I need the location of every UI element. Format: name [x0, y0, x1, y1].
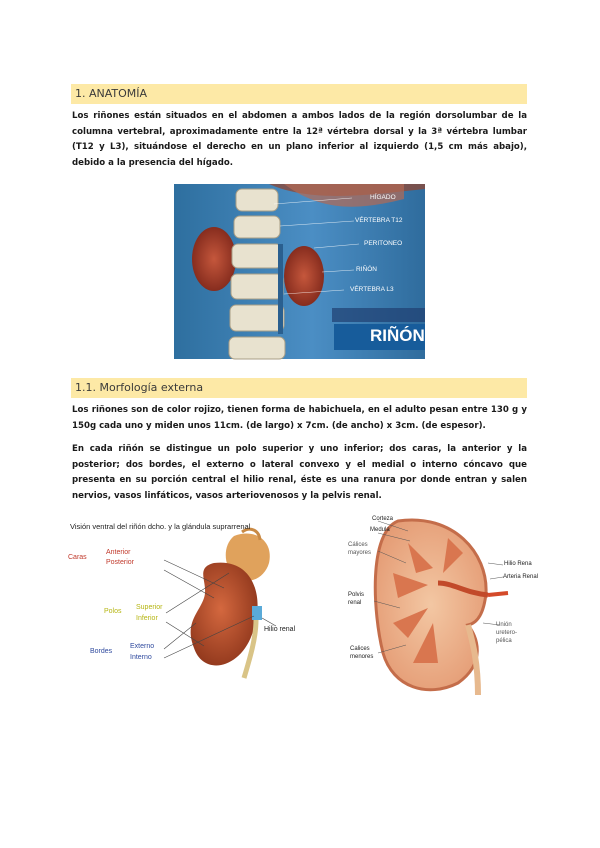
label-inferior: Inferior	[136, 615, 158, 622]
label-externo: Externo	[130, 643, 155, 650]
label-medula: Medula	[370, 527, 390, 533]
label-calices-menores: Calices menores	[350, 646, 374, 660]
label-arteria-renal: Arteria Renal	[503, 574, 539, 580]
figure-sectional-view	[338, 513, 539, 695]
section-heading-morfologia: 1.1. Morfología externa	[71, 378, 527, 398]
label-vertebra-l3: VÉRTEBRA L3	[350, 286, 394, 293]
label-caras: Caras	[68, 554, 87, 561]
figure2-title: Visión ventral del riñón dcho. y la glándula suprarrenal	[70, 522, 251, 531]
figure-kidney-location	[174, 184, 425, 359]
label-posterior: Posterior	[106, 559, 135, 566]
label-peritoneo: PERITONEO	[364, 240, 403, 247]
banner-rinon: RIÑÓN	[370, 326, 425, 345]
label-bordes: Bordes	[90, 648, 113, 655]
label-vertebra-t12: VÉRTEBRA T12	[355, 217, 403, 224]
figure-ventral-view	[64, 518, 314, 683]
label-rinon: RIÑÓN	[356, 266, 377, 273]
label-polvis-renal: Polvis renal	[348, 592, 365, 606]
paragraph-morfologia-2: En cada riñón se distingue un polo superior y uno inferior; dos caras, la anterior y la posterior; dos bordes, el externo o lateral convexo y el medial o interno cóncavo que presenta en su porción central el hilio renal, éste es una ranura por donde entran y salen nervios, vasos linfáticos, vasos arteriovenosos y la pelvis renal.	[72, 444, 527, 501]
label-hilio-renal: Hilio renal	[264, 626, 296, 633]
label-interno: Interno	[130, 654, 152, 661]
paragraph-anatomia: Los riñones están situados en el abdomen a ambos lados de la región dorsolumbar de la columna vertebral, aproximadamente entre la 12ª vértebra dorsal y la 3ª vértebra lumbar (T12 y L3), situándose el derecho en un plano inferior al izquierdo (1,5 cm más abajo), debido a la presencia del hígado.	[72, 111, 527, 168]
kidney-ventral-illustration	[64, 518, 314, 683]
label-superior: Superior	[136, 604, 163, 611]
label-anterior: Anterior	[106, 549, 131, 556]
label-hilio-rena: Hilio Rena	[504, 561, 532, 567]
label-union-ureteropelica: Unión uretero-pélica	[496, 622, 518, 644]
label-higado: HÍGADO	[370, 194, 396, 201]
label-calices-mayores: Cálices mayores	[348, 542, 372, 556]
label-polos: Polos	[104, 608, 122, 615]
paragraph-morfologia-1: Los riñones son de color rojizo, tienen forma de habichuela, en el adulto pesan entre 130 g y 150g cada uno y miden unos 11cm. (de largo) x 7cm. (de ancho) x 3cm. (de espesor).	[72, 405, 527, 431]
section-heading-anatomia: 1. ANATOMÍA	[71, 84, 527, 104]
label-corteza: Corteza	[372, 516, 394, 522]
